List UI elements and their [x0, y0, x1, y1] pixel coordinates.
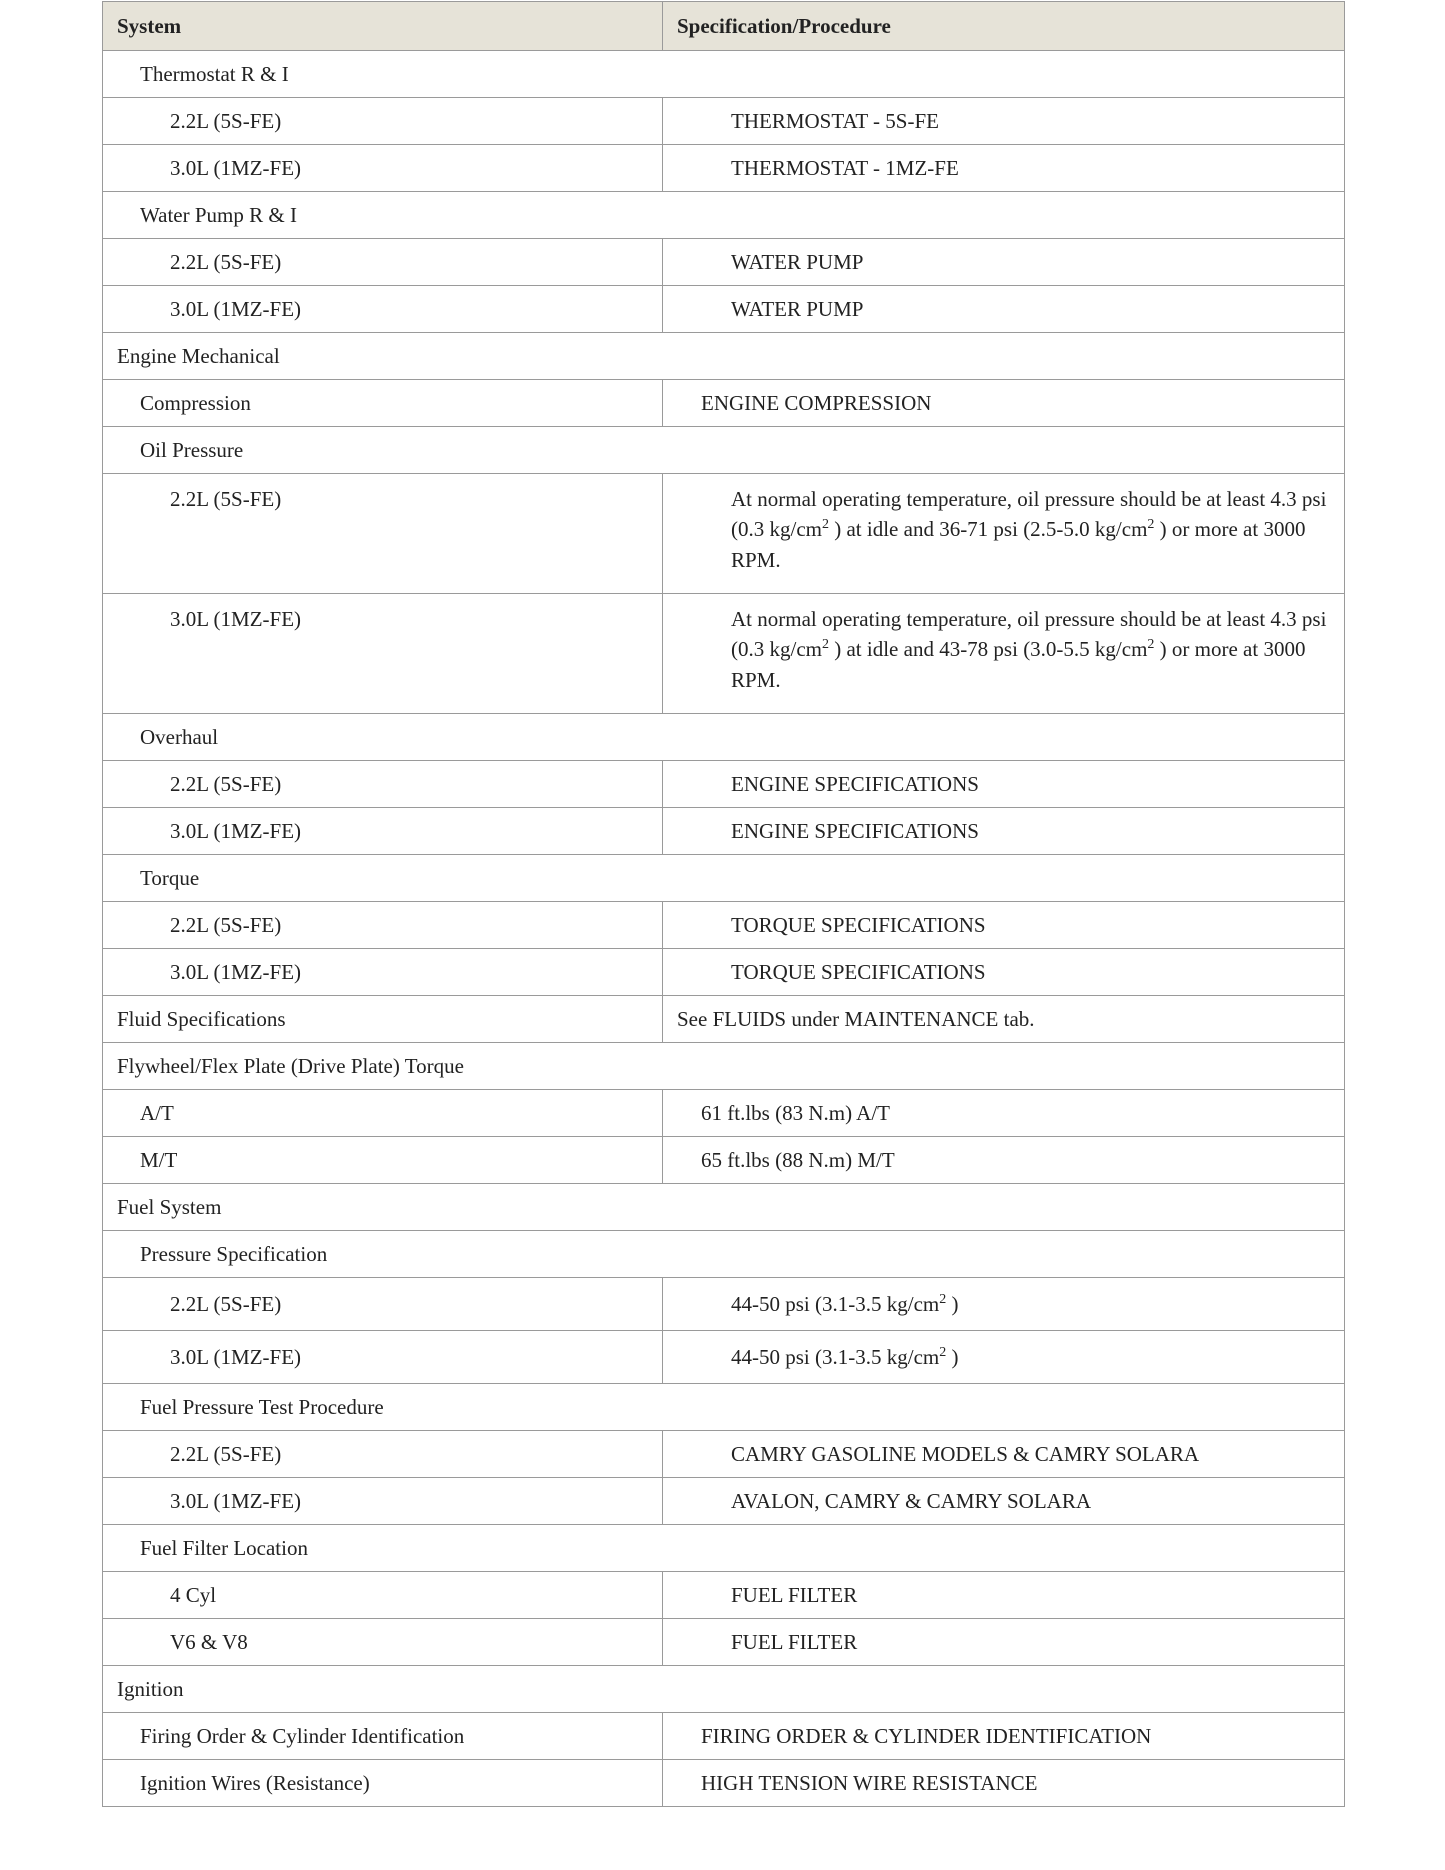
table-row	[103, 902, 1345, 949]
table-row	[103, 949, 1345, 996]
spec-text: ) at idle and 36-71 psi (2.5-5.0 kg/cm	[828, 517, 1148, 542]
column-header-system: System	[103, 2, 663, 51]
column-header-specification: Specification/Procedure	[663, 2, 1345, 51]
table-row	[103, 286, 1345, 333]
specification-cell: AVALON, CAMRY & CAMRY SOLARA	[663, 1478, 1345, 1525]
spec-text: 44-50 psi (3.1-3.5 kg/cm	[731, 1291, 940, 1316]
table-row	[103, 1572, 1345, 1619]
specification-cell: FIRING ORDER & CYLINDER IDENTIFICATION	[663, 1713, 1345, 1760]
table-group-row	[103, 1384, 1345, 1431]
specification-cell	[663, 1331, 1345, 1384]
table-row	[103, 1431, 1345, 1478]
group-label: Engine Mechanical	[103, 333, 1345, 380]
table-group-row	[103, 855, 1345, 902]
specification-table	[102, 1, 1345, 1807]
table-row	[103, 996, 1345, 1043]
specification-cell: HIGH TENSION WIRE RESISTANCE	[663, 1760, 1345, 1807]
system-cell: 2.2L (5S-FE)	[103, 761, 663, 808]
system-cell: 3.0L (1MZ-FE)	[103, 808, 663, 855]
system-cell: 2.2L (5S-FE)	[103, 1431, 663, 1478]
superscript: 2	[1147, 517, 1155, 533]
specification-cell	[663, 594, 1345, 714]
system-cell: V6 & V8	[103, 1619, 663, 1666]
spec-text: ) or more at 3000 RPM.	[731, 517, 1306, 572]
table-row	[103, 239, 1345, 286]
table-group-row	[103, 1666, 1345, 1713]
table-row	[103, 1331, 1345, 1384]
specification-cell: See FLUIDS under MAINTENANCE tab.	[663, 996, 1345, 1043]
specification-cell: FUEL FILTER	[663, 1619, 1345, 1666]
specification-cell: THERMOSTAT - 5S-FE	[663, 98, 1345, 145]
system-cell: 4 Cyl	[103, 1572, 663, 1619]
system-cell: 2.2L (5S-FE)	[103, 474, 663, 594]
group-label: Water Pump R & I	[103, 192, 1345, 239]
group-label: Thermostat R & I	[103, 51, 1345, 98]
group-label: Fuel Pressure Test Procedure	[103, 1384, 1345, 1431]
system-cell: 3.0L (1MZ-FE)	[103, 1331, 663, 1384]
superscript: 2	[939, 1344, 947, 1360]
specification-cell: THERMOSTAT - 1MZ-FE	[663, 145, 1345, 192]
table-row	[103, 145, 1345, 192]
table-row	[103, 1619, 1345, 1666]
table-group-row	[103, 1043, 1345, 1090]
system-cell: A/T	[103, 1090, 663, 1137]
specification-cell: 61 ft.lbs (83 N.m) A/T	[663, 1090, 1345, 1137]
system-cell: 2.2L (5S-FE)	[103, 902, 663, 949]
spec-text: )	[946, 1344, 959, 1369]
specification-cell	[663, 474, 1345, 594]
group-label: Pressure Specification	[103, 1231, 1345, 1278]
specification-cell	[663, 1278, 1345, 1331]
table-row	[103, 1478, 1345, 1525]
specification-cell: CAMRY GASOLINE MODELS & CAMRY SOLARA	[663, 1431, 1345, 1478]
table-header-row	[103, 2, 1345, 51]
spec-text: At normal operating temperature, oil pressure should be at least 4.3 psi (0.3 kg/cm	[731, 607, 1327, 662]
group-label: Overhaul	[103, 714, 1345, 761]
spec-text: At normal operating temperature, oil pressure should be at least 4.3 psi (0.3 kg/cm	[731, 487, 1327, 542]
table-row	[103, 1137, 1345, 1184]
spec-text: 44-50 psi (3.1-3.5 kg/cm	[731, 1344, 940, 1369]
table-row	[103, 594, 1345, 714]
table-row	[103, 761, 1345, 808]
spec-text: ) at idle and 43-78 psi (3.0-5.5 kg/cm	[828, 637, 1148, 662]
table-row	[103, 474, 1345, 594]
system-cell: Compression	[103, 380, 663, 427]
system-cell: 3.0L (1MZ-FE)	[103, 1478, 663, 1525]
table-body	[103, 51, 1345, 1807]
group-label: Oil Pressure	[103, 427, 1345, 474]
group-label: Torque	[103, 855, 1345, 902]
system-cell: 2.2L (5S-FE)	[103, 98, 663, 145]
spec-text: )	[946, 1291, 959, 1316]
system-cell: Firing Order & Cylinder Identification	[103, 1713, 663, 1760]
specification-cell: WATER PUMP	[663, 239, 1345, 286]
specification-cell: ENGINE SPECIFICATIONS	[663, 761, 1345, 808]
spec-text: ) or more at 3000 RPM.	[731, 637, 1306, 692]
system-cell: 3.0L (1MZ-FE)	[103, 594, 663, 714]
table-group-row	[103, 1184, 1345, 1231]
table-group-row	[103, 333, 1345, 380]
group-label: Fuel System	[103, 1184, 1345, 1231]
superscript: 2	[821, 517, 829, 533]
table-row	[103, 1713, 1345, 1760]
system-cell: 3.0L (1MZ-FE)	[103, 145, 663, 192]
specification-cell: ENGINE COMPRESSION	[663, 380, 1345, 427]
system-cell: Ignition Wires (Resistance)	[103, 1760, 663, 1807]
group-label: Fuel Filter Location	[103, 1525, 1345, 1572]
table-row	[103, 1090, 1345, 1137]
table-group-row	[103, 192, 1345, 239]
table-row	[103, 1278, 1345, 1331]
group-label: Ignition	[103, 1666, 1345, 1713]
table-row	[103, 808, 1345, 855]
system-cell: 3.0L (1MZ-FE)	[103, 949, 663, 996]
superscript: 2	[1147, 637, 1155, 653]
system-cell: 2.2L (5S-FE)	[103, 239, 663, 286]
system-cell: 3.0L (1MZ-FE)	[103, 286, 663, 333]
specification-cell: WATER PUMP	[663, 286, 1345, 333]
specification-cell: FUEL FILTER	[663, 1572, 1345, 1619]
table-row	[103, 1760, 1345, 1807]
table-row	[103, 98, 1345, 145]
table-group-row	[103, 1525, 1345, 1572]
table-group-row	[103, 51, 1345, 98]
specification-cell: ENGINE SPECIFICATIONS	[663, 808, 1345, 855]
specification-cell: 65 ft.lbs (88 N.m) M/T	[663, 1137, 1345, 1184]
group-label: Flywheel/Flex Plate (Drive Plate) Torque	[103, 1043, 1345, 1090]
superscript: 2	[939, 1291, 947, 1307]
table-row	[103, 380, 1345, 427]
table-group-row	[103, 1231, 1345, 1278]
system-cell: Fluid Specifications	[103, 996, 663, 1043]
specification-cell: TORQUE SPECIFICATIONS	[663, 949, 1345, 996]
table-group-row	[103, 427, 1345, 474]
superscript: 2	[821, 637, 829, 653]
system-cell: 2.2L (5S-FE)	[103, 1278, 663, 1331]
table-group-row	[103, 714, 1345, 761]
specification-cell: TORQUE SPECIFICATIONS	[663, 902, 1345, 949]
system-cell: M/T	[103, 1137, 663, 1184]
